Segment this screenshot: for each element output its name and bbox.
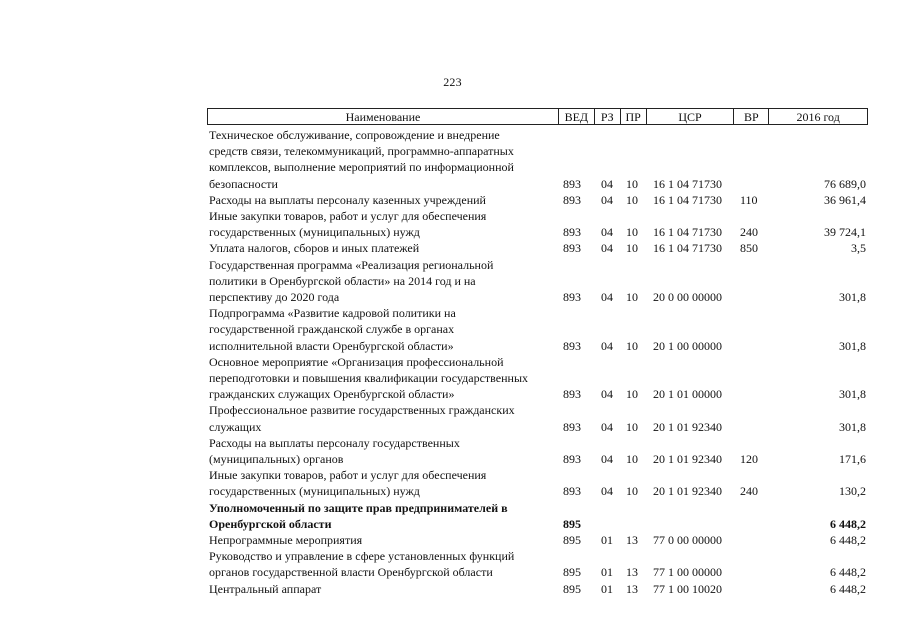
row-name <box>207 435 559 467</box>
row-csr: 77 1 00 00000 <box>653 565 722 580</box>
row-csr: 16 1 04 71730 <box>653 176 722 191</box>
row-name <box>207 208 559 240</box>
row-name <box>207 500 559 532</box>
row-ved: 895 <box>563 533 581 548</box>
row-pr: 10 <box>626 225 638 240</box>
table-row <box>207 532 868 548</box>
table-row <box>207 240 868 256</box>
row-name-line: Центральный аппарат <box>209 581 322 596</box>
row-name <box>207 305 559 354</box>
table-row <box>207 257 868 306</box>
row-name-line: Подпрограмма «Развитие кадровой политики на <box>209 306 456 321</box>
row-ved: 895 <box>563 516 581 531</box>
row-vr: 240 <box>740 225 758 240</box>
row-rz: 04 <box>601 484 613 499</box>
table-row <box>207 305 868 354</box>
row-name-line: переподготовки и повышения квалификации государственных <box>209 371 529 386</box>
row-name-line: Уполномоченный по защите прав предпринимателей в <box>209 500 508 515</box>
row-amount: 301,8 <box>839 387 866 402</box>
row-amount: 3,5 <box>851 241 866 256</box>
row-ved: 893 <box>563 484 581 499</box>
row-rz: 04 <box>601 419 613 434</box>
row-rz: 04 <box>601 452 613 467</box>
row-amount: 301,8 <box>839 290 866 305</box>
row-pr: 10 <box>626 241 638 256</box>
row-name-line: Непрограммные мероприятия <box>209 533 363 548</box>
header-pr: ПР <box>621 109 647 124</box>
row-name-line: перспективу до 2020 года <box>209 290 340 305</box>
header-rz: РЗ <box>595 109 621 124</box>
row-name-line: государственных (муниципальных) нужд <box>209 225 420 240</box>
row-ved: 893 <box>563 387 581 402</box>
table-row <box>207 435 868 467</box>
row-name-line: средств связи, телекоммуникаций, программно-аппаратных <box>209 144 514 159</box>
row-vr: 110 <box>740 192 758 207</box>
row-name-line: исполнительной власти Оренбургской области» <box>209 338 454 353</box>
row-rz: 04 <box>601 290 613 305</box>
row-name-line: органов государственной власти Оренбургской области <box>209 565 493 580</box>
page-number: 223 <box>443 75 462 89</box>
row-csr: 77 1 00 10020 <box>653 581 722 596</box>
row-ved: 893 <box>563 452 581 467</box>
row-amount: 301,8 <box>839 419 866 434</box>
row-name-line: Профессиональное развитие государственных гражданских <box>209 403 515 418</box>
table-row <box>207 127 868 192</box>
header-ved: ВЕД <box>559 109 595 124</box>
row-pr: 10 <box>626 192 638 207</box>
row-name <box>207 257 559 306</box>
row-name <box>207 548 559 580</box>
row-name-line: безопасности <box>209 176 278 191</box>
row-ved: 895 <box>563 581 581 596</box>
row-name <box>207 402 559 434</box>
row-pr: 10 <box>626 452 638 467</box>
table-row <box>207 500 868 532</box>
row-csr: 20 1 00 00000 <box>653 338 722 353</box>
row-name-line: Техническое обслуживание, сопровождение и внедрение <box>209 128 500 142</box>
row-ved: 893 <box>563 419 581 434</box>
row-name-line: Расходы на выплаты персоналу казенных учреждений <box>209 192 486 207</box>
table-row <box>207 192 868 208</box>
header-csr: ЦСР <box>647 109 735 124</box>
row-name-line: Основное мероприятие «Организация профессиональной <box>209 354 504 369</box>
row-name-line: Государственная программа «Реализация региональной <box>209 257 494 272</box>
row-ved: 893 <box>563 192 581 207</box>
row-name-line: (муниципальных) органов <box>209 452 344 467</box>
row-rz: 01 <box>601 581 613 596</box>
row-name <box>207 467 559 499</box>
row-csr: 20 1 01 92340 <box>653 484 722 499</box>
row-csr: 20 1 01 92340 <box>653 419 722 434</box>
row-rz: 04 <box>601 176 613 191</box>
row-amount: 130,2 <box>839 484 866 499</box>
row-name-line: Расходы на выплаты персоналу государственных <box>209 435 460 450</box>
row-pr: 10 <box>626 176 638 191</box>
table-row <box>207 354 868 403</box>
row-name <box>207 127 559 192</box>
row-csr: 20 0 00 00000 <box>653 290 722 305</box>
row-name-line: государственной гражданской службе в органах <box>209 322 455 337</box>
table-row <box>207 208 868 240</box>
row-csr: 77 0 00 00000 <box>653 533 722 548</box>
row-amount: 6 448,2 <box>830 581 866 596</box>
table-header <box>207 108 868 125</box>
row-pr: 10 <box>626 290 638 305</box>
table-row <box>207 402 868 434</box>
row-ved: 893 <box>563 338 581 353</box>
row-pr: 10 <box>626 387 638 402</box>
row-rz: 04 <box>601 387 613 402</box>
row-name <box>207 532 559 548</box>
table-body <box>207 127 868 597</box>
row-name <box>207 354 559 403</box>
row-name-line: комплексов, выполнение мероприятий по информационной <box>209 160 514 175</box>
row-name <box>207 240 559 256</box>
row-csr: 16 1 04 71730 <box>653 225 722 240</box>
row-csr: 16 1 04 71730 <box>653 192 722 207</box>
row-amount: 76 689,0 <box>824 176 866 191</box>
header-name: Наименование <box>208 109 559 124</box>
row-pr: 13 <box>626 581 638 596</box>
table-row <box>207 548 868 580</box>
header-year: 2016 год <box>796 110 840 124</box>
row-name-line: Иные закупки товаров, работ и услуг для обеспечения <box>209 468 487 483</box>
row-rz: 01 <box>601 565 613 580</box>
row-amount: 6 448,2 <box>830 565 866 580</box>
row-pr: 10 <box>626 419 638 434</box>
row-rz: 04 <box>601 338 613 353</box>
table-row <box>207 581 868 597</box>
row-name-line: Руководство и управление в сфере установленных функций <box>209 549 515 564</box>
row-csr: 20 1 01 92340 <box>653 452 722 467</box>
row-name-line: государственных (муниципальных) нужд <box>209 484 420 499</box>
row-pr: 10 <box>626 338 638 353</box>
row-amount: 301,8 <box>839 338 866 353</box>
row-pr: 10 <box>626 484 638 499</box>
row-csr: 20 1 01 00000 <box>653 387 722 402</box>
row-csr: 16 1 04 71730 <box>653 241 722 256</box>
row-rz: 04 <box>601 192 613 207</box>
row-amount: 171,6 <box>839 452 866 467</box>
row-vr: 240 <box>740 484 758 499</box>
row-vr: 120 <box>740 452 758 467</box>
row-name-line: гражданских служащих Оренбургской области» <box>209 387 455 402</box>
row-ved: 895 <box>563 565 581 580</box>
row-name-line: Уплата налогов, сборов и иных платежей <box>209 241 420 256</box>
row-name-line: служащих <box>209 419 262 434</box>
row-ved: 893 <box>563 241 581 256</box>
row-ved: 893 <box>563 290 581 305</box>
row-amount: 6 448,2 <box>830 533 866 548</box>
row-ved: 893 <box>563 225 581 240</box>
row-pr: 13 <box>626 565 638 580</box>
row-amount: 39 724,1 <box>824 225 866 240</box>
row-name <box>207 192 559 208</box>
row-amount: 6 448,2 <box>830 516 866 531</box>
row-amount: 36 961,4 <box>824 192 866 207</box>
row-name-line: Иные закупки товаров, работ и услуг для обеспечения <box>209 209 487 224</box>
row-pr: 13 <box>626 533 638 548</box>
row-rz: 04 <box>601 225 613 240</box>
row-rz: 04 <box>601 241 613 256</box>
row-rz: 01 <box>601 533 613 548</box>
row-name <box>207 581 559 597</box>
row-vr: 850 <box>740 241 758 256</box>
table-row <box>207 467 868 499</box>
budget-table <box>207 108 868 597</box>
row-name-line: политики в Оренбургской области» на 2014 год и на <box>209 273 476 288</box>
header-vr: ВР <box>734 109 769 124</box>
row-name-line: Оренбургской области <box>209 516 332 531</box>
row-ved: 893 <box>563 176 581 191</box>
